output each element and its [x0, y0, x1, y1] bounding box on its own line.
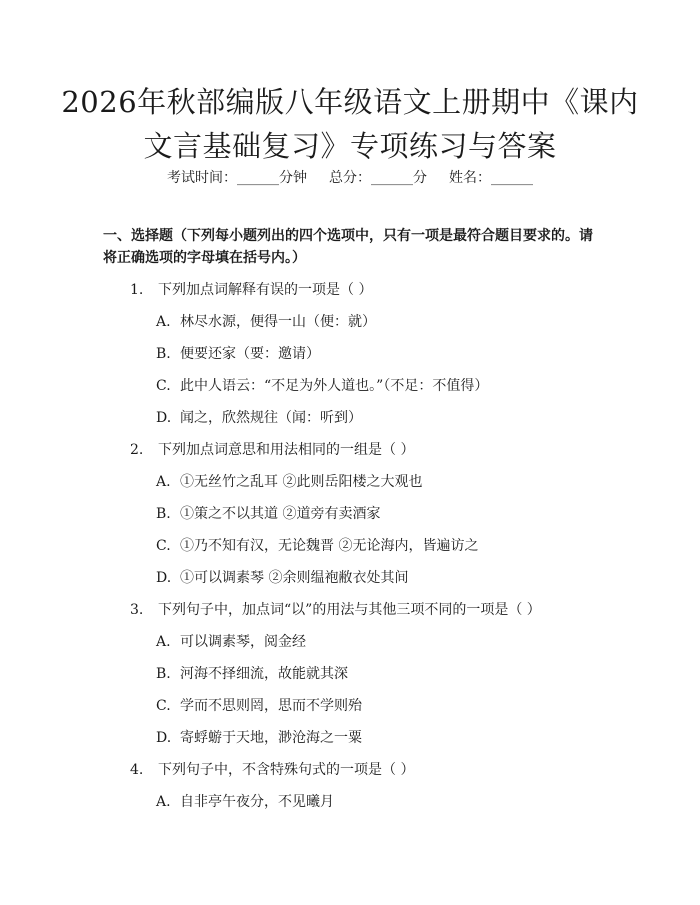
answer-option — [0, 343, 700, 375]
option-text: ①可以调素琴 ②余则缊袍敝衣处其间 — [180, 570, 409, 586]
title-line-1: 2026年秋部编版八年级语文上册期中《课内 — [61, 85, 639, 119]
section-heading: 一、选择题（下列每小题列出的四个选项中，只有一项是最符合题目要求的。请将正确选项的字母填在括号内。） — [103, 228, 593, 266]
option-letter: B. — [156, 506, 171, 522]
answer-option — [0, 567, 700, 599]
answer-option — [0, 503, 700, 535]
option-letter: A. — [156, 314, 171, 330]
option-letter: A. — [156, 794, 171, 810]
score-blank: ______ — [371, 170, 413, 186]
option-letter: B. — [156, 666, 171, 682]
option-text: 寄蜉蝣于天地，渺沧海之一粟 — [180, 730, 362, 746]
option-letter: B. — [156, 346, 171, 362]
option-text: 可以调素琴，阅金经 — [180, 634, 306, 650]
answer-option — [0, 727, 700, 759]
question-number: 4. — [130, 762, 144, 778]
option-text: ①无丝竹之乱耳 ②此则岳阳楼之大观也 — [180, 474, 423, 490]
option-letter: C. — [156, 378, 171, 394]
option-letter: D. — [156, 410, 172, 426]
answer-option — [0, 791, 700, 823]
question-stem: 下列加点词解释有误的一项是（ ） — [158, 282, 373, 298]
answer-option — [0, 663, 700, 695]
document-title — [0, 80, 700, 168]
time-blank: ______ — [237, 170, 279, 186]
time-label: 考试时间： — [167, 170, 237, 186]
question-stem: 下列句子中，不含特殊句式的一项是（ ） — [158, 762, 415, 778]
question-number: 3. — [130, 602, 144, 618]
option-text: ①策之不以其道 ②道旁有卖酒家 — [180, 506, 381, 522]
question-list — [0, 279, 700, 823]
answer-option — [0, 631, 700, 663]
option-text: 此中人语云：“不足为外人道也。”（不足：不值得） — [180, 378, 489, 394]
option-text: 闻之，欣然规往（闻：听到） — [180, 410, 362, 426]
option-text: ①乃不知有汉，无论魏晋 ②无论海内，皆遍访之 — [180, 538, 479, 554]
option-text: 林尽水源，便得一山（便：就） — [180, 314, 376, 330]
answer-option — [0, 311, 700, 343]
option-letter: A. — [156, 474, 171, 490]
question-stem-row — [0, 599, 700, 631]
question-number: 1. — [130, 282, 144, 298]
question-stem-row — [0, 439, 700, 471]
answer-option — [0, 407, 700, 439]
answer-option — [0, 471, 700, 503]
option-text: 便要还家（要：邀请） — [180, 346, 320, 362]
option-letter: D. — [156, 730, 172, 746]
time-unit: 分钟 — [279, 170, 307, 186]
answer-option — [0, 535, 700, 567]
answer-option — [0, 375, 700, 407]
option-letter: C. — [156, 698, 171, 714]
name-label: 姓名： — [449, 170, 491, 186]
option-text: 自非亭午夜分，不见曦月 — [180, 794, 334, 810]
name-blank: ______ — [491, 170, 533, 186]
option-letter: C. — [156, 538, 171, 554]
score-unit: 分 — [413, 170, 427, 186]
question-stem-row — [0, 279, 700, 311]
option-letter: D. — [156, 570, 172, 586]
option-text: 学而不思则罔，思而不学则殆 — [180, 698, 362, 714]
title-line-2: 文言基础复习》专项练习与答案 — [143, 129, 557, 163]
option-text: 河海不择细流，故能就其深 — [180, 666, 348, 682]
question-stem-row — [0, 759, 700, 791]
option-letter: A. — [156, 634, 171, 650]
score-label: 总分： — [329, 170, 371, 186]
exam-info-line — [0, 167, 700, 187]
answer-option — [0, 695, 700, 727]
question-stem: 下列句子中，加点词“以”的用法与其他三项不同的一项是（ ） — [158, 602, 541, 618]
question-stem: 下列加点词意思和用法相同的一组是（ ） — [158, 442, 415, 458]
question-number: 2. — [130, 442, 144, 458]
